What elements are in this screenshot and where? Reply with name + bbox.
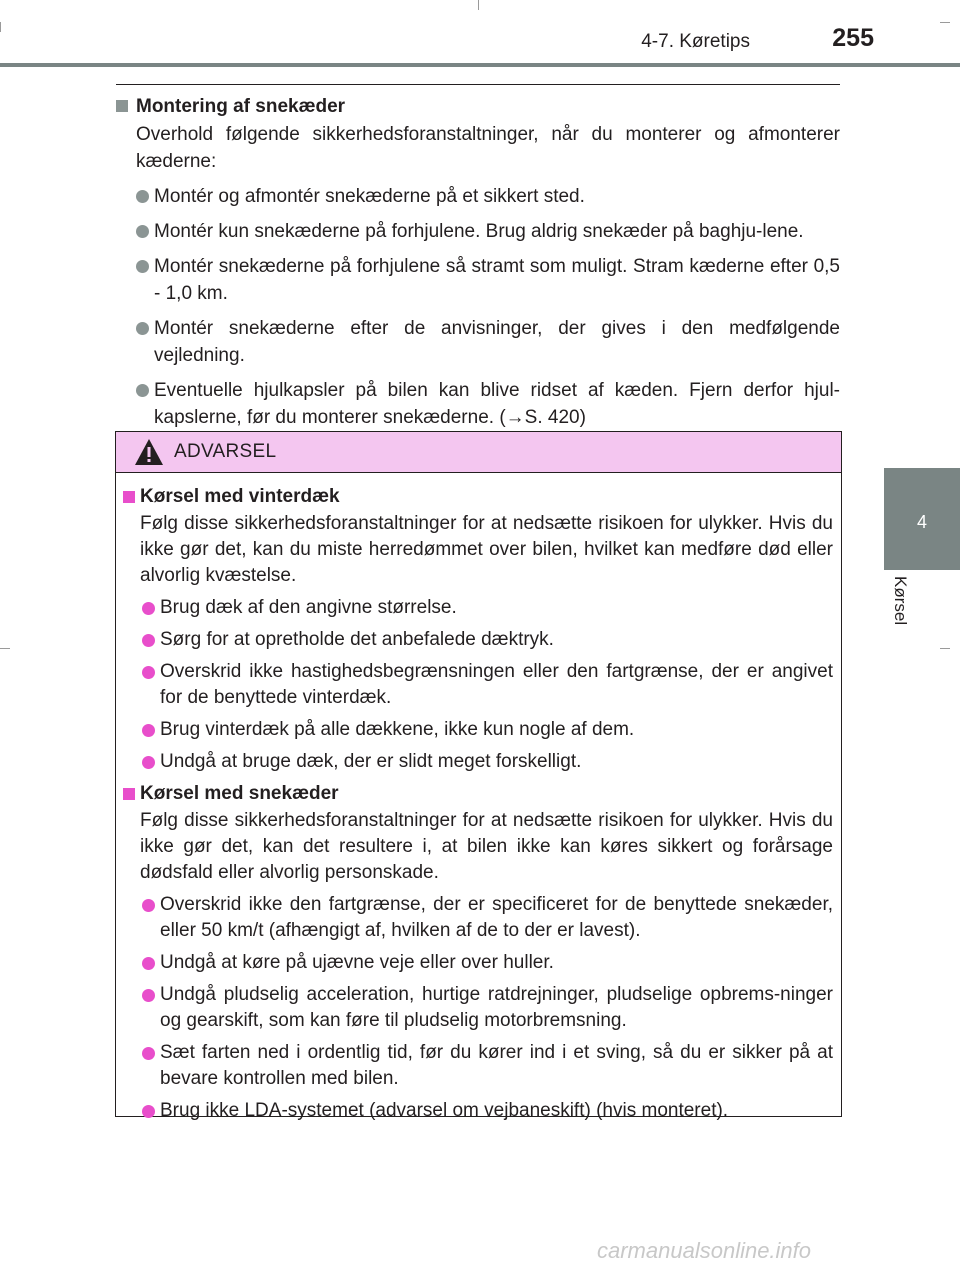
list-item-text: Brug vinterdæk på alle dækkene, ikke kun nogle af dem. <box>160 719 635 740</box>
section-heading-text: Montering af snekæder <box>136 96 346 117</box>
crop-mark <box>940 648 950 649</box>
warning-section-intro: Følg disse sikkerhedsforanstaltninger for at nedsætte risikoen for ulykker. Hvis du ikke gør det, kan det resultere i, at bilen ikke kan køres sikkert og forårsage dødsfald eller alvorlig personskade. <box>140 810 833 883</box>
crop-mark <box>0 22 1 32</box>
list-item <box>123 1040 833 1092</box>
warning-box <box>115 431 842 1121</box>
list-item-text: Sørg for at opretholde det anbefalede dæktryk. <box>160 629 554 650</box>
watermark: carmanualsonline.info <box>597 1238 812 1263</box>
list-item <box>123 749 833 775</box>
bullet-dot-icon <box>142 1047 155 1060</box>
list-item <box>123 982 833 1034</box>
list-item-text: Brug ikke LDA-systemet (advarsel om vejbaneskift) (hvis monteret). <box>160 1100 729 1121</box>
page-number: 255 <box>832 24 874 52</box>
square-bullet-icon <box>123 491 135 503</box>
bullet-dot-icon <box>142 724 155 737</box>
list-item-text: Eventuelle hjulkapsler på bilen kan blive ridset af kæden. Fjern derfor hjul-kapslerne, før du monterer snekæderne. ( <box>154 380 840 428</box>
header-rule <box>0 63 960 67</box>
list-item-text: Montér kun snekæderne på forhjulene. Brug aldrig snekæder på baghju-lene. <box>154 221 804 242</box>
square-bullet-icon <box>123 788 135 800</box>
list-item-text: Undgå at bruge dæk, der er slidt meget forskelligt. <box>160 751 582 772</box>
bullet-dot-icon <box>136 260 149 273</box>
crop-mark <box>940 22 950 23</box>
list-item <box>123 892 833 944</box>
section-intro: Overhold følgende sikkerhedsforanstaltninger, når du monterer og afmonterer kæderne: <box>136 124 840 172</box>
warning-body <box>116 484 841 1130</box>
list-item <box>123 717 833 743</box>
warning-section-intro: Følg disse sikkerhedsforanstaltninger for at nedsætte risikoen for ulykker. Hvis du ikke gør det, kan du miste herredømmet over bilen, hvilket kan medføre død eller alvorlig kvæstelse. <box>140 513 833 586</box>
bullet-dot-icon <box>136 322 149 335</box>
list-item-text: Overskrid ikke den fartgrænse, der er specificeret for de benyttede snekæder, eller 50 km/t (afhængigt af, hvilken af de to der er lavest). <box>160 894 833 941</box>
section-heading <box>116 93 840 120</box>
page-reference-link[interactable]: S. 420) <box>524 407 586 428</box>
warning-title: ADVARSEL <box>174 441 277 462</box>
list-item-text: Montér snekæderne på forhjulene så stramt som muligt. Stram kæderne efter 0,5 - 1,0 km. <box>154 256 840 304</box>
bullet-dot-icon <box>142 989 155 1002</box>
chapter-number: 4 <box>916 512 927 532</box>
list-item-text: Sæt farten ned i ordentlig tid, før du kører ind i et sving, så du er sikker på at bevare kontrollen med bilen. <box>160 1042 833 1089</box>
list-item <box>123 1098 833 1124</box>
bullet-dot-icon <box>142 634 155 647</box>
bullet-dot-icon <box>142 602 155 615</box>
warning-section-heading <box>123 781 833 807</box>
warning-header <box>116 432 841 473</box>
bullet-dot-icon <box>142 899 155 912</box>
bullet-dot-icon <box>142 666 155 679</box>
list-item <box>116 183 840 210</box>
warning-section-heading-text: Kørsel med snekæder <box>140 783 339 804</box>
bullet-dot-icon <box>136 190 149 203</box>
arrow-icon: → <box>505 407 525 428</box>
warning-triangle-icon <box>134 438 164 471</box>
list-item-text: Montér og afmontér snekæderne på et sikkert sted. <box>154 186 585 207</box>
list-item-text: Brug dæk af den angivne størrelse. <box>160 597 457 618</box>
bullet-dot-icon <box>142 756 155 769</box>
list-item <box>123 595 833 621</box>
list-item <box>116 253 840 307</box>
list-item-text: Undgå pludselig acceleration, hurtige ratdrejninger, pludselige opbrems-ninger og gearskift, som kan føre til pludselig motorbremsning. <box>160 984 833 1031</box>
square-bullet-icon <box>116 100 128 112</box>
list-item <box>123 950 833 976</box>
list-item <box>116 218 840 245</box>
bullet-dot-icon <box>136 225 149 238</box>
warning-section-heading-text: Kørsel med vinterdæk <box>140 486 340 507</box>
main-section <box>116 93 840 439</box>
list-item <box>116 315 840 369</box>
list-item-text: Montér snekæderne efter de anvisninger, der gives i den medfølgende vejledning. <box>154 318 840 366</box>
crop-mark <box>0 648 10 649</box>
list-item-text: Overskrid ikke hastighedsbegrænsningen eller den fartgrænse, der er angivet for de benyttede vinterdæk. <box>160 661 833 708</box>
section-title: 4-7. Køretips <box>641 31 750 52</box>
bullet-dot-icon <box>136 384 149 397</box>
crop-mark <box>478 0 479 10</box>
bullet-dot-icon <box>142 1105 155 1118</box>
warning-section-heading <box>123 484 833 510</box>
bullet-dot-icon <box>142 957 155 970</box>
list-item <box>123 659 833 711</box>
list-item <box>123 627 833 653</box>
list-item <box>116 377 840 431</box>
chapter-tab <box>884 468 960 570</box>
list-item-text: Undgå at køre på ujævne veje eller over huller. <box>160 952 554 973</box>
content-rule <box>116 84 840 85</box>
chapter-label <box>886 576 916 656</box>
chapter-label-text: Kørsel <box>891 576 910 626</box>
